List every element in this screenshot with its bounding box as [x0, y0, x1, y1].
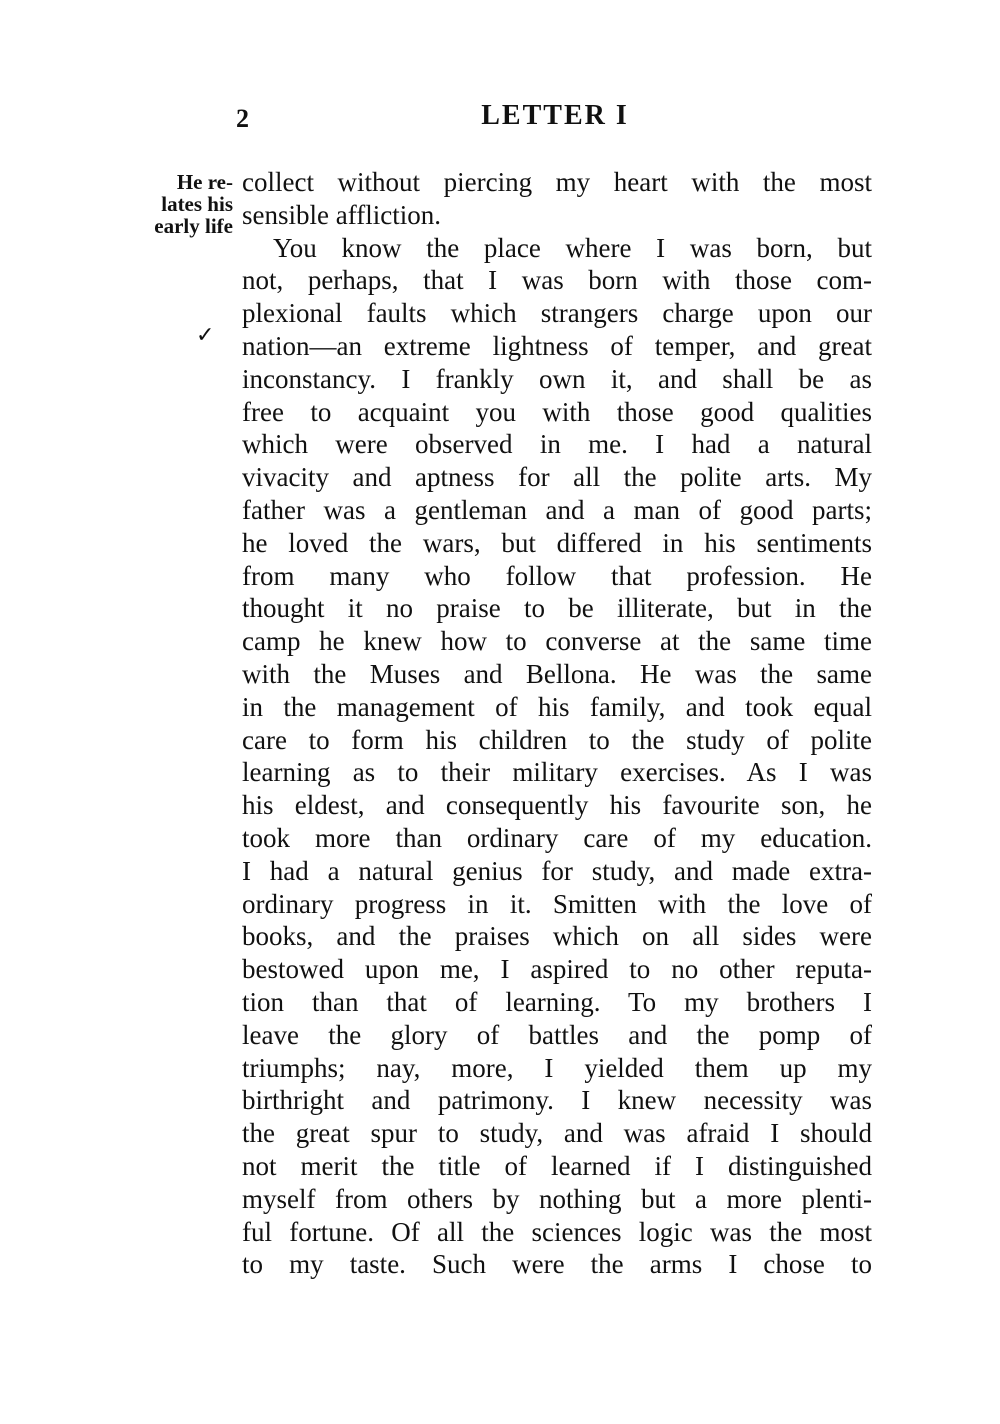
text-line: camp he knew how to converse at the same time: [242, 626, 872, 657]
text-line: I had a natural genius for study, and made extra-: [242, 855, 872, 886]
text-line: he loved the wars, but differed in his sentiments: [242, 527, 872, 558]
text-line: to my taste. Such were the arms I chose to: [242, 1249, 872, 1280]
text-line: ful fortune. Of all the sciences logic was the most: [242, 1216, 872, 1247]
text-line: learning as to their military exercises. As I was: [242, 757, 872, 788]
text-line: plexional faults which strangers charge upon our: [242, 298, 872, 329]
text-line: not, perhaps, that I was born with those com-: [242, 265, 872, 296]
margin-note-line: lates his: [161, 192, 233, 216]
text-line: nation—an extreme lightness of temper, and great: [242, 330, 872, 361]
text-line: books, and the praises which on all sides were: [242, 921, 872, 952]
body-text: [242, 166, 872, 1281]
text-line: which were observed in me. I had a natural: [242, 429, 872, 460]
text-line: not merit the title of learned if I distinguished: [242, 1150, 872, 1181]
text-line: birthright and patrimony. I knew necessity was: [242, 1085, 872, 1116]
text-line: father was a gentleman and a man of good parts;: [242, 494, 872, 525]
page-number: 2: [236, 104, 249, 133]
text-line: myself from others by nothing but a more plenti-: [242, 1183, 872, 1214]
text-line: triumphs; nay, more, I yielded them up my: [242, 1052, 872, 1083]
text-line: You know the place where I was born, but: [273, 232, 872, 263]
text-line: the great spur to study, and was afraid I should: [242, 1118, 872, 1149]
margin-note-line: He re-: [176, 170, 233, 194]
check-mark-icon: ✓: [196, 322, 215, 347]
text-line: with the Muses and Bellona. He was the same: [242, 658, 872, 689]
text-line: thought it no praise to be illiterate, but in the: [242, 593, 872, 624]
text-line: took more than ordinary care of my education.: [242, 822, 872, 853]
text-line: sensible affliction.: [242, 199, 441, 230]
margin-note-line: early life: [154, 214, 233, 238]
text-line: tion than that of learning. To my brothers I: [242, 986, 872, 1017]
text-line: vivacity and aptness for all the polite arts. My: [242, 462, 872, 493]
text-line: leave the glory of battles and the pomp of: [242, 1019, 872, 1050]
text-line: ordinary progress in it. Smitten with the love of: [242, 888, 872, 919]
text-line: in the management of his family, and took equal: [242, 691, 872, 722]
text-line: from many who follow that profession. He: [242, 560, 872, 591]
text-line: inconstancy. I frankly own it, and shall be as: [242, 363, 872, 394]
text-line: bestowed upon me, I aspired to no other reputa-: [242, 954, 872, 985]
text-line: his eldest, and consequently his favourite son, he: [242, 790, 872, 821]
running-head: LETTER I: [481, 100, 629, 131]
text-line: care to form his children to the study of polite: [242, 724, 872, 755]
text-line: collect without piercing my heart with the most: [242, 167, 872, 197]
text-line: free to acquaint you with those good qualities: [242, 396, 872, 427]
